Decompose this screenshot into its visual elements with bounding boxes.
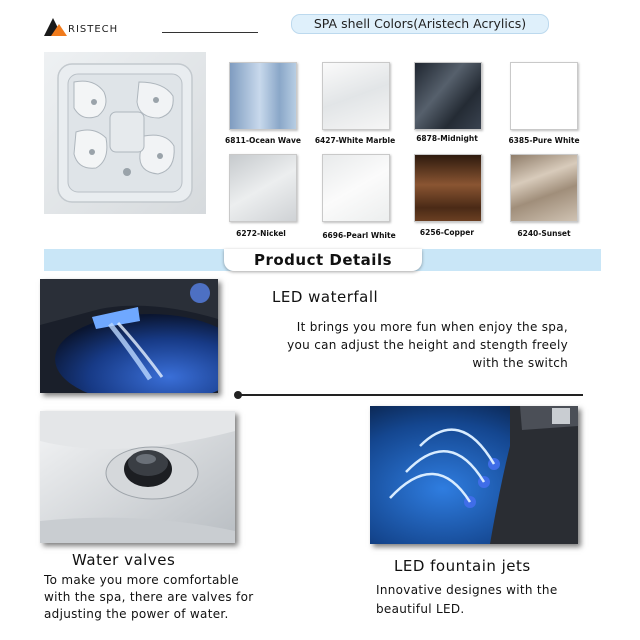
swatch-sunset <box>510 154 578 222</box>
fountain-jets-photo <box>370 406 578 544</box>
swatch-pearl-white <box>322 154 390 222</box>
desc-line: you can adjust the height and stength freely <box>287 338 568 352</box>
water-valves-title: Water valves <box>72 551 176 569</box>
desc-line: It brings you more fun when enjoy the spa, <box>296 320 568 334</box>
led-waterfall-desc <box>228 318 568 372</box>
swatch-copper <box>414 154 482 222</box>
logo-brand-text: RISTECH <box>68 24 119 35</box>
aristech-logo <box>44 18 214 40</box>
swatch-label: 6256-Copper <box>419 228 475 237</box>
desc-line: beautiful LED. <box>376 602 465 616</box>
spa-shell-image <box>44 52 206 214</box>
swatch-label: 6272-Nickel <box>236 229 286 238</box>
desc-line: with the spa, there are valves for <box>44 590 254 604</box>
logo-divider <box>162 32 258 33</box>
swatch-label: 6240-Sunset <box>517 229 571 238</box>
led-waterfall-title: LED waterfall <box>272 288 379 306</box>
water-valves-desc <box>44 572 294 623</box>
swatch-label: 6878-Midnight <box>416 134 478 143</box>
swatch-midnight <box>414 62 482 130</box>
swatch-label: 6427-White Marble <box>314 136 396 145</box>
swatch-label: 6811-Ocean Wave <box>225 136 301 145</box>
water-valves-photo <box>40 411 235 543</box>
section-title: Product Details <box>224 249 422 271</box>
swatch-ocean-wave <box>229 62 297 130</box>
desc-line: with the switch <box>472 356 568 370</box>
desc-line: Innovative designes with the <box>376 583 558 597</box>
logo-accent-icon <box>51 24 67 36</box>
swatch-label: 6385-Pure White <box>508 136 580 145</box>
fountain-jets-desc <box>376 581 616 619</box>
desc-line: To make you more comfortable <box>44 573 239 587</box>
swatch-pure-white <box>510 62 578 130</box>
swatch-nickel <box>229 154 297 222</box>
led-waterfall-photo <box>40 279 218 393</box>
swatch-label: 6696-Pearl White <box>322 231 396 240</box>
fountain-jets-title: LED fountain jets <box>394 557 531 575</box>
divider-line <box>237 394 583 396</box>
colors-title: SPA shell Colors(Aristech Acrylics) <box>291 14 549 34</box>
swatch-white-marble <box>322 62 390 130</box>
desc-line: adjusting the power of water. <box>44 607 229 621</box>
